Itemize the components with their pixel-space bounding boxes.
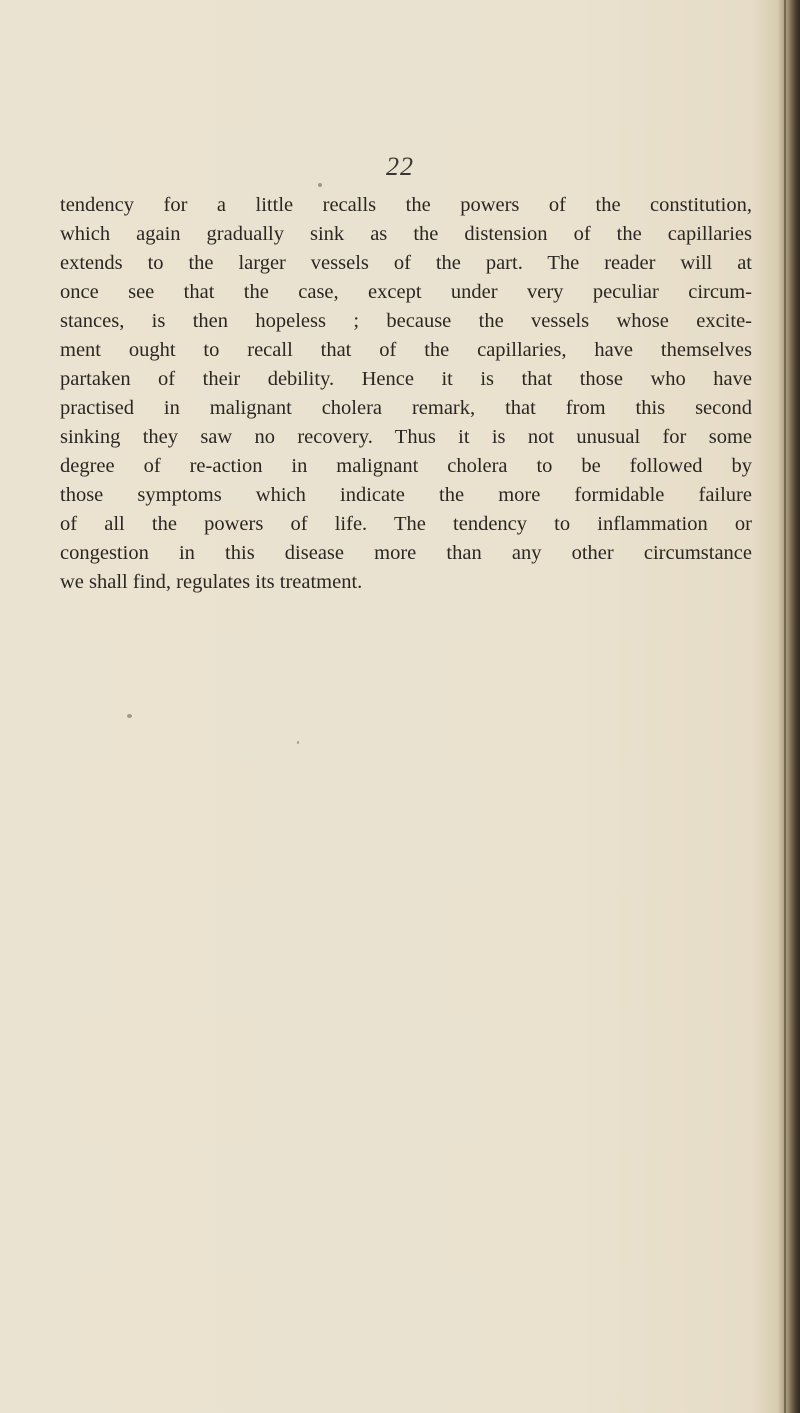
binding-shadow-line	[784, 0, 786, 1413]
text-line: extends to the larger vessels of the part. The reader will at	[60, 252, 752, 274]
ink-speck	[318, 183, 322, 187]
ink-speck	[297, 741, 299, 744]
page-binding-edge	[778, 0, 800, 1413]
page-number: 22	[386, 152, 414, 181]
body-paragraph	[60, 191, 752, 597]
text-line: partaken of their debility. Hence it is that those who have	[60, 368, 752, 390]
ink-speck	[127, 714, 132, 718]
text-line: we shall find, regulates its treatment.	[60, 571, 363, 593]
text-line: once see that the case, except under very peculiar circum-	[60, 281, 752, 303]
text-line: which again gradually sink as the distension of the capillaries	[60, 223, 752, 245]
text-line: degree of re-action in malignant cholera to be followed by	[60, 455, 752, 477]
text-line: ment ought to recall that of the capillaries, have themselves	[60, 339, 752, 361]
text-line: stances, is then hopeless ; because the vessels whose excite-	[60, 310, 752, 332]
text-line: of all the powers of life. The tendency to inflammation or	[60, 513, 752, 535]
text-line: those symptoms which indicate the more formidable failure	[60, 484, 752, 506]
text-line: sinking they saw no recovery. Thus it is not unusual for some	[60, 426, 752, 448]
text-line: practised in malignant cholera remark, that from this second	[60, 397, 752, 419]
text-line: congestion in this disease more than any other circumstance	[60, 542, 752, 564]
text-line: tendency for a little recalls the powers of the constitution,	[60, 194, 752, 216]
